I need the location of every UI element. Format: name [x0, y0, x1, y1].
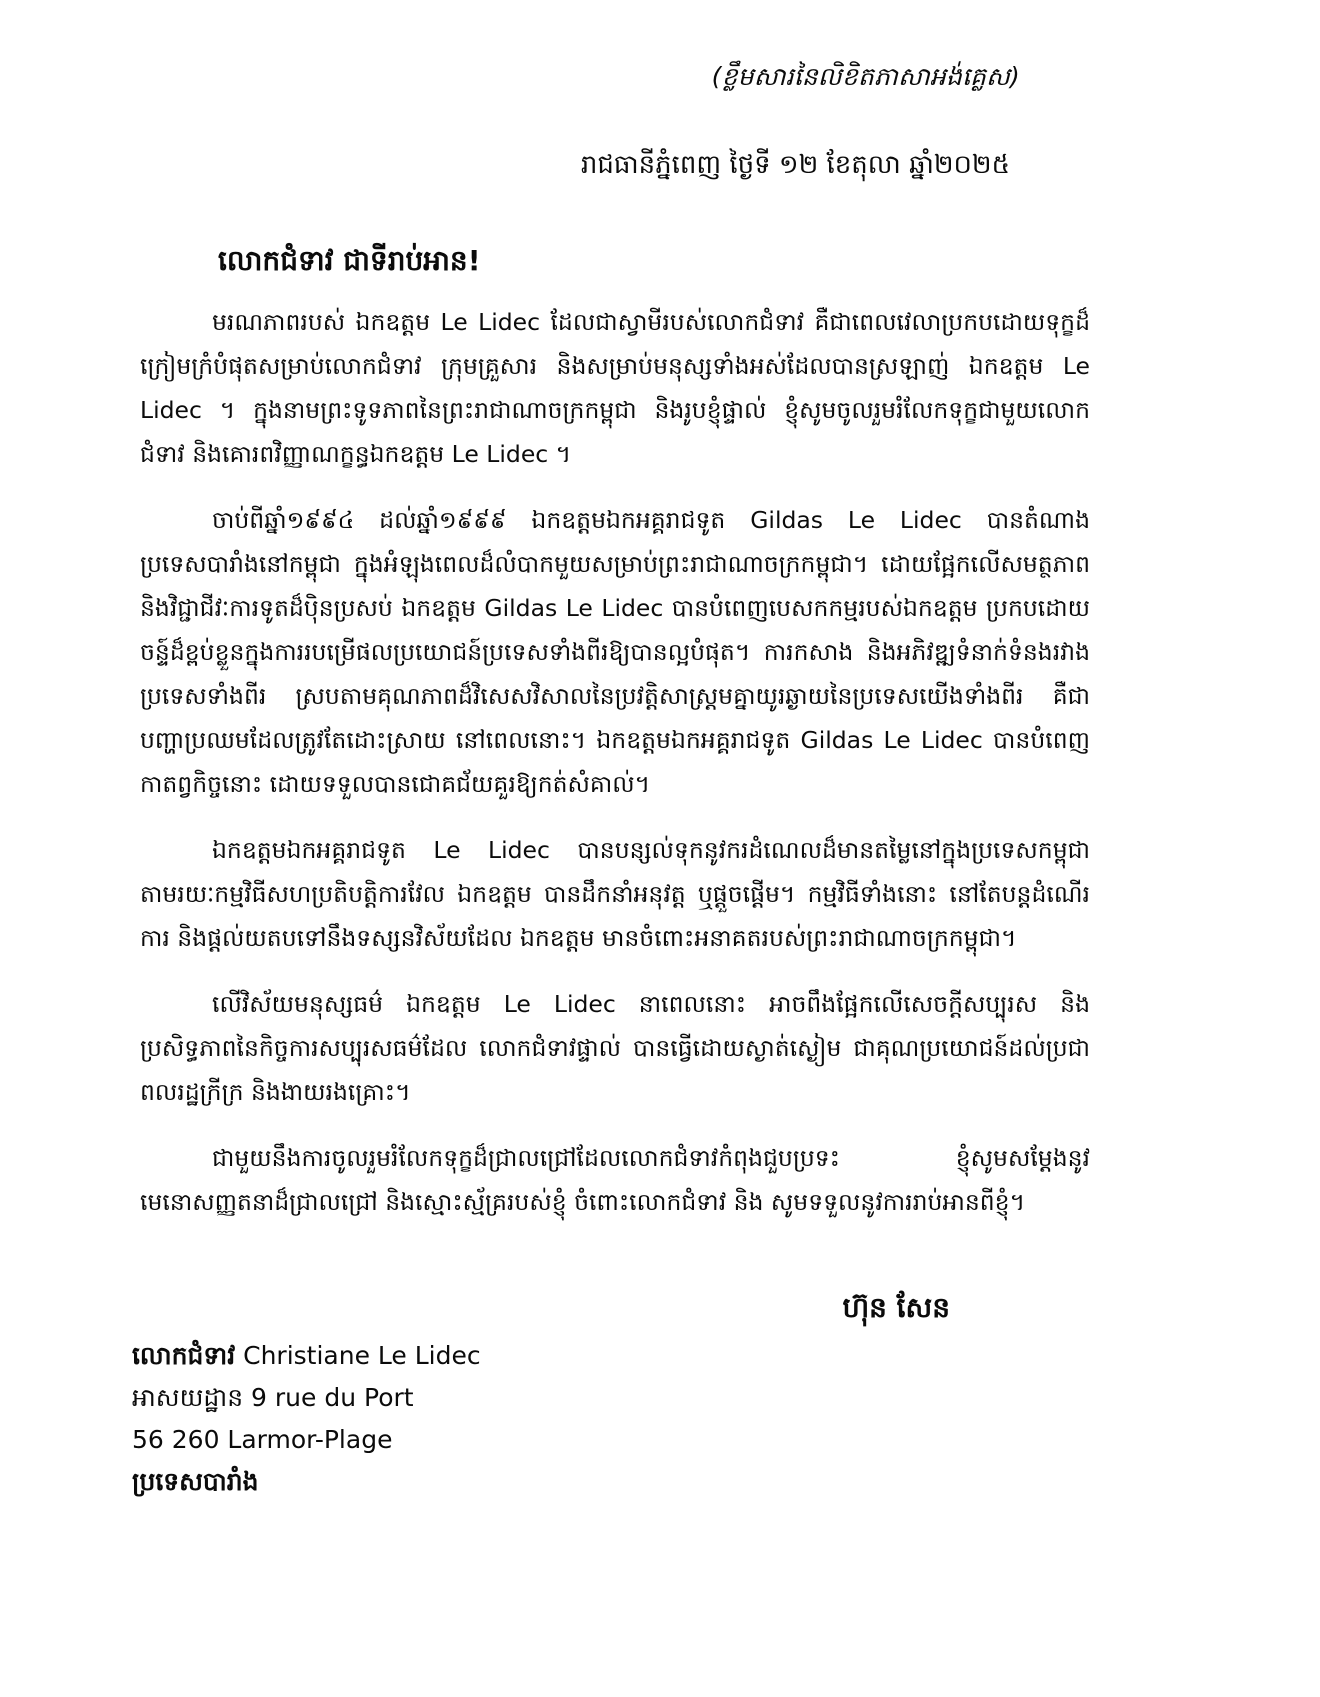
recipient-address-line-2: 56 260 Larmor-Plage [132, 1425, 393, 1454]
letter-body [140, 300, 1090, 1224]
body-paragraph: មរណភាពរបស់ ឯកឧត្តម Le Lidec ដែលជាស្វាមីរបស់លោកជំទាវ គឺជាពេលវេលាប្រកបដោយទុក្ខដ៏ក្រៀមក្រំបំផុតសម្រាប់លោកជំទាវ ក្រុមគ្រួសារ និងសម្រាប់មនុស្សទាំងអស់ដែលបានស្រឡាញ់ ឯកឧត្តម Le Lidec ។ ក្នុងនាមព្រះទូទភាពនៃព្រះរាជាណាចក្រកម្ពុជា និងរូបខ្ញុំផ្ទាល់ ខ្ញុំសូមចូលរួមរំលែកទុក្ខជាមួយលោកជំទាវ និងគោរពវិញ្ញាណក្ខន្ធឯកឧត្តម Le Lidec ។ [140, 308, 1090, 468]
body-paragraph: ជាមួយនឹងការចូលរួមរំលែកទុក្ខដ៏ជ្រាលជ្រៅដែលលោកជំទាវកំពុងជួបប្រទះ ខ្ញុំសូមសម្ដែងនូវមេនោសញ្ញតនាដ៏ជ្រាលជ្រៅ និងស្មោះស្ម័គ្ររបស់ខ្ញុំ ចំពោះលោកជំទាវ និង សូមទទួលនូវការរាប់អានពីខ្ញុំ។ [140, 1144, 1090, 1216]
body-paragraph: ឯកឧត្តមឯកអគ្គរាជទូត Le Lidec បានបន្សល់ទុកនូវករដំណេលដ៏មានតម្លៃនៅក្នុងប្រទេសកម្ពុជា តាមរយៈកម្មវិធីសហប្រតិបត្តិការវែល ឯកឧត្តម បានដឹកនាំអនុវត្ត ឬផ្ដួចផ្ដើម។ កម្មវិធីទាំងនោះ នៅតែបន្តដំណើរការ និងផ្ដល់យតបទៅនឹងទស្សនវិស័យដែល ឯកឧត្តម មានចំពោះអនាគតរបស់ព្រះរាជាណាចក្រកម្ពុជា។ [140, 836, 1090, 952]
recipient-name-line [132, 1335, 481, 1377]
recipient-name: Christiane Le Lidec [243, 1341, 481, 1370]
header-note: (ខ្លឹមសារនៃលិខិតភាសាអង់គ្លេស) [711, 62, 1020, 91]
body-paragraph: ចាប់ពីឆ្នាំ១៩៩៤ ដល់ឆ្នាំ១៩៩៩ ឯកឧត្តមឯកអគ្គរាជទូត Gildas Le Lidec បានតំណាងប្រទេសបារាំងនៅកម្ពុជា ក្នុងអំឡុងពេលដ៏លំបាកមួយសម្រាប់ព្រះរាជាណាចក្រកម្ពុជា។ ដោយផ្អែកលើសមត្ថភាព និងវិជ្ជាជីវៈការទូតដ៏ប៉ិនប្រសប់ ឯកឧត្តម Gildas Le Lidec បានបំពេញបេសកកម្មរបស់ឯកឧត្តម ប្រកបដោយចន្ទ៍ដ៏ខ្ពប់ខ្លួនក្នុងការរបម្រើផលប្រយោជន៍ប្រទេសទាំងពីរឱ្យបានល្អបំផុត។ ការកសាង និងអភិវឌ្ឍទំនាក់ទំនងរវាងប្រទេសទាំងពីរ ស្របតាមគុណភាពដ៏វិសេសវិសាលនៃប្រវត្តិសាស្ត្រមគ្នាយូរឆ្ងាយនៃប្រទេសយើងទាំងពីរ គឺជាបញ្ហាប្រឈមដែលត្រូវតែដោះស្រាយ នៅពេលនោះ។ ឯកឧត្តមឯកអគ្គរាជទូត Gildas Le Lidec បានបំពេញកាតព្វកិច្ចនោះ ដោយទទួលបានជោគជ័យគួរឱ្យកត់សំគាល់។ [140, 506, 1090, 798]
recipient-title: លោកជំទាវ [132, 1341, 236, 1370]
recipient-address-line-1 [132, 1377, 481, 1419]
body-paragraph: លើវិស័យមនុស្សធម៌ ឯកឧត្តម Le Lidec នាពេលនោះ អាចពឹងផ្អែកលើសេចក្ដីសប្បុរស និងប្រសិទ្ធភាពនៃកិច្ចការសប្បុរសធម៌ដែល លោកជំទាវផ្ទាល់ បានធ្វើដោយស្ងាត់ស្ងៀម ជាគុណប្រយោជន៍ដល់ប្រជាពលរដ្ឋក្រីក្រ និងងាយរងគ្រោះ។ [140, 990, 1090, 1106]
salutation: លោកជំទាវ ជាទីរាប់អាន! [218, 244, 481, 277]
dateline: រាជធានីភ្នំពេញ ថ្ងៃទី ១២ ខែតុលា ឆ្នាំ២០២៥ [580, 150, 1010, 180]
recipient-country: ប្រទេសបារាំង [132, 1467, 259, 1496]
recipient-block [132, 1335, 481, 1503]
signature-name: ហ៊ុន សែន [842, 1291, 950, 1324]
address-label: អាសយដ្ឋាន [132, 1383, 244, 1412]
address-street: 9 rue du Port [251, 1383, 414, 1412]
